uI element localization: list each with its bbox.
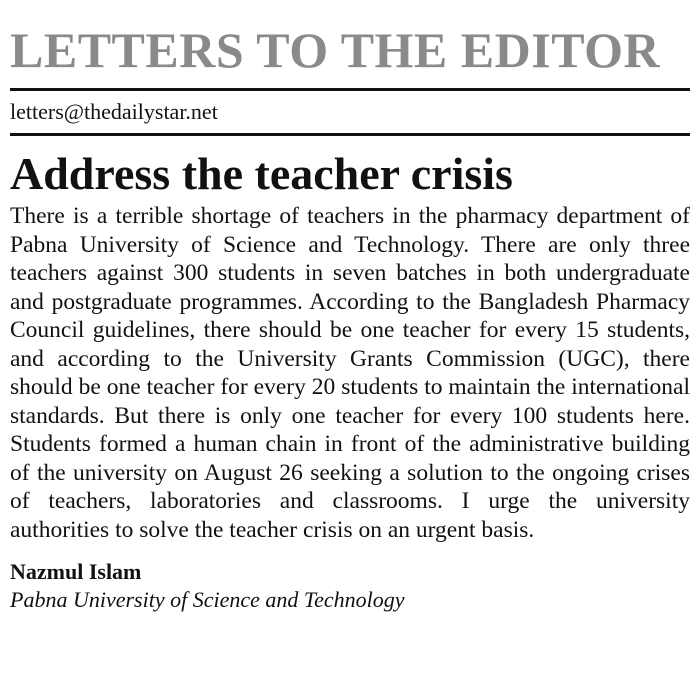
letter-article — [10, 136, 690, 614]
letters-page — [10, 0, 690, 614]
letter-signature — [10, 558, 690, 614]
author-name: Nazmul Islam — [10, 559, 142, 584]
editor-email-link[interactable]: letters@thedailystar.net — [10, 99, 218, 124]
letter-body: There is a terrible shortage of teachers in the pharmacy department of Pabna University of Science and Technology. There are only three teachers against 300 students in seven batches in both undergraduate and postgraduate programmes. According to the Bangladesh Pharmacy Council guidelines, there should be one teacher for every 15 students, and according to the University Grants Commission (UGC), there should be one teacher for every 20 students to maintain the international standards. But there is only one teacher for every 100 students here. Students formed a human chain in front of the administrative building of the university on August 26 seeking a solution to the ongoing crises of teachers, laboratories and classrooms. I urge the university authorities to solve the teacher crisis on an urgent basis. — [10, 203, 690, 543]
section-title: LETTERS TO THE EDITOR — [10, 22, 661, 78]
letter-headline: Address the teacher crisis — [10, 148, 513, 199]
author-affiliation: Pabna University of Science and Technology — [10, 587, 405, 612]
